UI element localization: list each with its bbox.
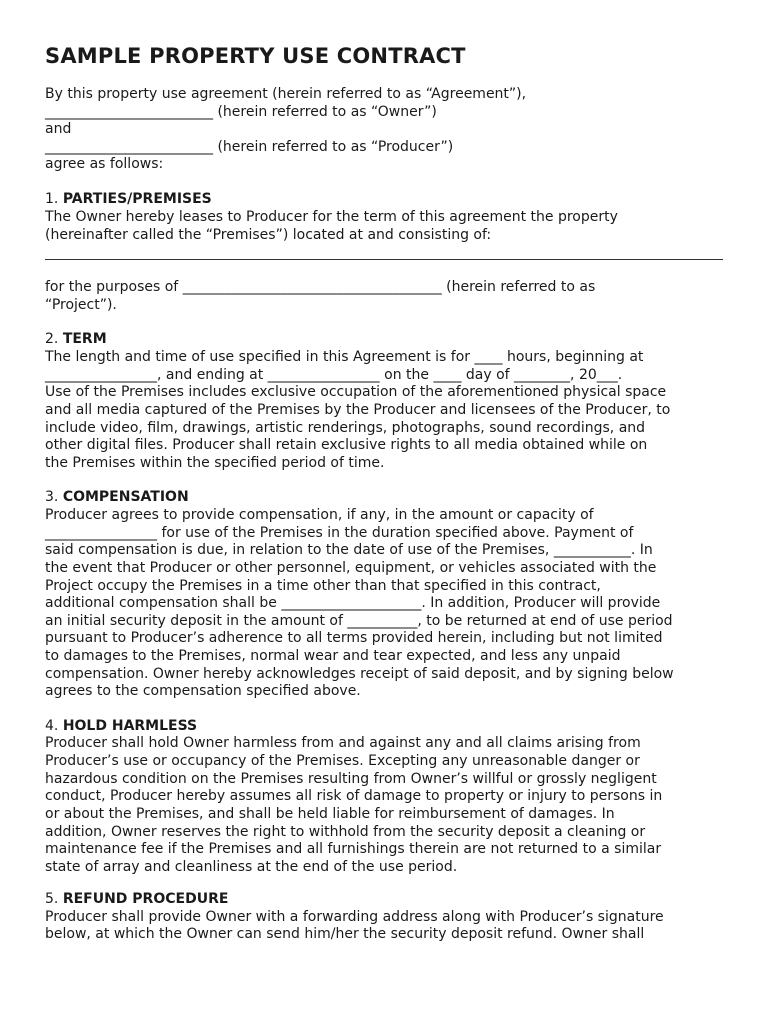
section-heading-hold-harmless xyxy=(45,718,197,736)
paragraph-line: Use of the Premises includes exclusive occupation of the aforementioned physical space xyxy=(45,384,667,400)
paragraph-line: ________________ for use of the Premises in the duration specified above. Payment of xyxy=(45,525,634,541)
paragraph-line: the event that Producer or other personnel, equipment, or vehicles associated with the xyxy=(45,560,657,576)
paragraph-line: and all media captured of the Premises by the Producer and licensees of the Producer, to xyxy=(45,402,671,418)
section-title: HOLD HARMLESS xyxy=(62,718,198,734)
paragraph-line: for the purposes of _____________________________________ (herein referred to as xyxy=(45,279,596,295)
paragraph-line: conduct, Producer hereby assumes all risk of damage to property or injury to persons in xyxy=(45,788,663,804)
section-heading-parties xyxy=(45,191,212,209)
paragraph-line: pursuant to Producer’s adherence to all terms provided herein, including but not limited xyxy=(45,630,663,646)
section-title: REFUND PROCEDURE xyxy=(62,891,229,907)
paragraph-line: other digital files. Producer shall retain exclusive rights to all media obtained while on xyxy=(45,437,648,453)
paragraph-line: (hereinafter called the “Premises”) located at and consisting of: xyxy=(45,227,492,243)
paragraph-line: to damages to the Premises, normal wear and tear expected, and less any unpaid xyxy=(45,648,621,664)
paragraph-line: said compensation is due, in relation to the date of use of the Premises, ___________. In xyxy=(45,542,653,558)
intro-line: and xyxy=(45,121,72,137)
paragraph-line: addition, Owner reserves the right to withhold from the security deposit a cleaning or xyxy=(45,824,646,840)
document-title: SAMPLE PROPERTY USE CONTRACT xyxy=(45,44,466,68)
section-number: 3. xyxy=(45,489,59,505)
section-heading-refund xyxy=(45,891,228,909)
paragraph-line: agrees to the compensation specified above. xyxy=(45,683,361,699)
paragraph-line: an initial security deposit in the amount of __________, to be returned at end of use period xyxy=(45,613,673,629)
paragraph-line: additional compensation shall be ____________________. In addition, Producer will provide xyxy=(45,595,661,611)
paragraph-line: hazardous condition on the Premises resulting from Owner’s willful or grossly negligent xyxy=(45,771,657,787)
paragraph-line: Producer agrees to provide compensation, if any, in the amount or capacity of xyxy=(45,507,594,523)
paragraph-line: Producer’s use or occupancy of the Premises. Excepting any unreasonable danger or xyxy=(45,753,640,769)
section-title: PARTIES/PREMISES xyxy=(62,191,212,207)
paragraph-line: Producer shall hold Owner harmless from and against any and all claims arising from xyxy=(45,735,641,751)
paragraph-line: Project occupy the Premises in a time other than that specified in this contract, xyxy=(45,578,601,594)
paragraph-line: the Premises within the specified period of time. xyxy=(45,455,385,471)
section-title: TERM xyxy=(62,331,107,347)
section-number: 2. xyxy=(45,331,59,347)
paragraph-line: “Project”). xyxy=(45,297,117,313)
paragraph-line: maintenance fee if the Premises and all furnishings therein are not returned to a similar xyxy=(45,841,662,857)
intro-line: ________________________ (herein referred to as “Owner”) xyxy=(45,104,437,120)
paragraph-line: The length and time of use specified in this Agreement is for ____ hours, beginning at xyxy=(45,349,644,365)
paragraph-line: compensation. Owner hereby acknowledges receipt of said deposit, and by signing below xyxy=(45,666,674,682)
blank-address-line xyxy=(45,259,723,260)
section-number: 4. xyxy=(45,718,59,734)
paragraph-line: below, at which the Owner can send him/her the security deposit refund. Owner shall xyxy=(45,926,645,942)
section-number: 5. xyxy=(45,891,59,907)
paragraph-line: or about the Premises, and shall be held liable for reimbursement of damages. In xyxy=(45,806,615,822)
paragraph-line: ________________, and ending at ________________ on the ____ day of ________, 20___. xyxy=(45,367,623,383)
section-heading-term xyxy=(45,331,107,349)
section-heading-compensation xyxy=(45,489,189,507)
section-title: COMPENSATION xyxy=(62,489,189,505)
intro-line: agree as follows: xyxy=(45,156,164,172)
paragraph-line: Producer shall provide Owner with a forwarding address along with Producer’s signature xyxy=(45,909,664,925)
intro-line: ________________________ (herein referred to as “Producer”) xyxy=(45,139,454,155)
paragraph-line: The Owner hereby leases to Producer for the term of this agreement the property xyxy=(45,209,618,225)
section-number: 1. xyxy=(45,191,59,207)
paragraph-line: include video, film, drawings, artistic renderings, photographs, sound recordings, and xyxy=(45,420,646,436)
intro-line: By this property use agreement (herein referred to as “Agreement”), xyxy=(45,86,527,102)
paragraph-line: state of array and cleanliness at the end of the use period. xyxy=(45,859,458,875)
